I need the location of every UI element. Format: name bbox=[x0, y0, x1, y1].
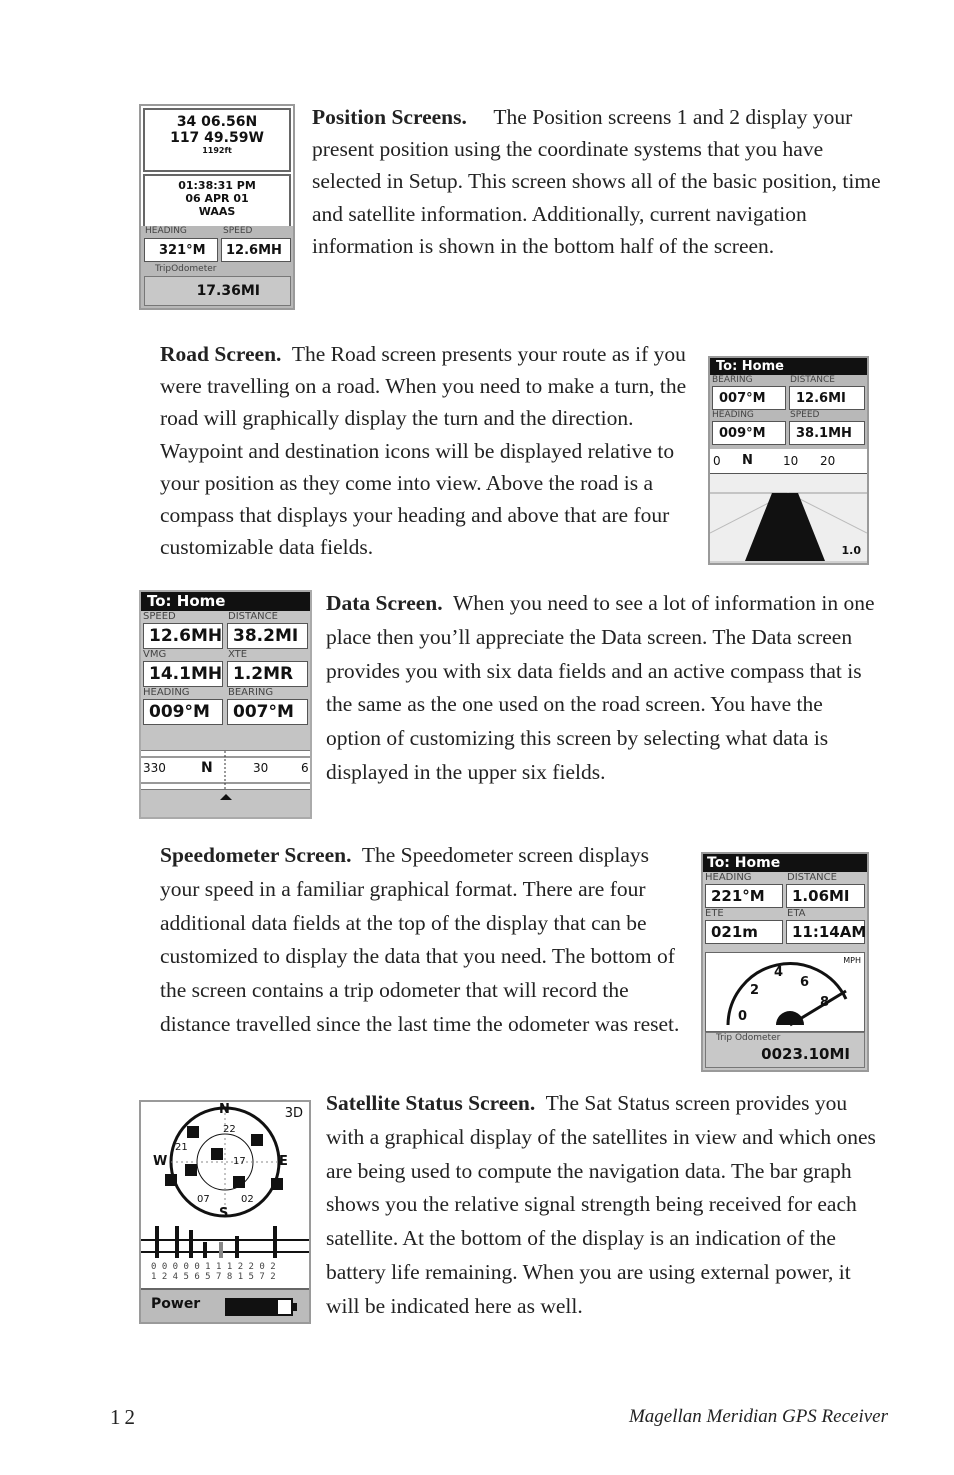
position-body: The Position screens 1 and 2 display your present position using the coordinate systems that you have selected in Setup. This screen shows all of the basic position, time and satellite information. Additionally, current navigation information is shown in the bottom half of the screen. bbox=[312, 105, 881, 258]
speedometer-gauge bbox=[705, 952, 865, 1032]
signal-bar bbox=[155, 1226, 159, 1258]
battery-fill bbox=[227, 1300, 278, 1314]
data-field-label-0: SPEED bbox=[143, 611, 176, 622]
position-longitude: 117 49.59W bbox=[170, 130, 264, 146]
road-heading-label: HEADING bbox=[712, 410, 754, 420]
road-compass-tick-10: 10 bbox=[783, 454, 799, 468]
book-title: Magellan Meridian GPS Receiver bbox=[628, 1406, 888, 1427]
speedometer-body: The Speedometer screen displays your speed in a familiar graphical format. There are four additional data fields at the top of the display that can be customized to display the data that you need. The bottom of the screen contains a trip odometer that will record the distance travelled since the last time the odometer was reset. bbox=[160, 843, 680, 1036]
satellite-east: E bbox=[279, 1154, 288, 1169]
satellite-id: 22 bbox=[223, 1124, 236, 1135]
road-bearing-value: 007°M bbox=[719, 391, 766, 406]
satellite-marker bbox=[185, 1164, 197, 1176]
road-speed-value: 38.1MH bbox=[796, 426, 852, 441]
data-screen-title: To: Home bbox=[141, 592, 310, 611]
signal-bar bbox=[273, 1226, 277, 1258]
position-title: Position Screens. bbox=[312, 105, 467, 129]
data-field-label-3: XTE bbox=[228, 649, 248, 660]
speedometer-screen-title: To: Home bbox=[703, 854, 867, 872]
satellite-fix: 3D bbox=[284, 1106, 303, 1121]
satellite-id: 21 bbox=[175, 1142, 188, 1153]
page-number: 12 bbox=[110, 1405, 139, 1429]
position-waas: WAAS bbox=[198, 205, 236, 218]
satellite-west: W bbox=[153, 1154, 168, 1169]
satellite-south: S bbox=[219, 1206, 229, 1221]
data-title: Data Screen. bbox=[326, 591, 443, 615]
road-screen-title: To: Home bbox=[710, 358, 867, 375]
battery-icon bbox=[225, 1298, 293, 1316]
road-body: The Road screen presents your route as if you were travelling on a road. When you need to make a turn, the road will graphically display the turn and the direction. Waypoint and destination icons will be displayed relative to your position as they come into view. Above the road is a compass that displays your heading and above that are four customizable data fields. bbox=[160, 342, 687, 560]
road-surface bbox=[745, 493, 825, 561]
position-altitude: 1192ft bbox=[202, 146, 232, 155]
position-paragraph bbox=[312, 101, 882, 262]
satellite-north: N bbox=[219, 1102, 230, 1117]
road-compass-tick-n: N bbox=[742, 453, 753, 468]
speedometer-title: Speedometer Screen. bbox=[160, 843, 352, 867]
satellite-title: Satellite Status Screen. bbox=[326, 1091, 536, 1115]
data-field-label-5: BEARING bbox=[228, 687, 274, 698]
data-paragraph bbox=[326, 587, 882, 790]
speedo-field-label-1: DISTANCE bbox=[787, 872, 837, 883]
satellite-marker bbox=[233, 1176, 245, 1188]
road-screen-image bbox=[708, 356, 869, 565]
data-field-label-4: HEADING bbox=[143, 687, 190, 698]
data-field-value-1: 38.2MI bbox=[233, 626, 299, 646]
speedo-odometer-value: 0023.10MI bbox=[761, 1045, 850, 1063]
battery-tip bbox=[293, 1303, 297, 1311]
data-field-value-5: 007°M bbox=[233, 702, 294, 722]
data-field-label-1: DISTANCE bbox=[228, 611, 278, 622]
satellite-marker bbox=[251, 1134, 263, 1146]
power-label: Power bbox=[151, 1296, 201, 1312]
satellite-id: 07 bbox=[197, 1194, 210, 1205]
road-scale: 1.0 bbox=[841, 544, 861, 557]
position-latitude: 34 06.56N bbox=[176, 114, 258, 130]
speedo-field-label-3: ETA bbox=[787, 908, 806, 919]
data-compass-strip bbox=[141, 750, 310, 790]
road-heading-value: 009°M bbox=[719, 426, 766, 441]
road-compass-strip bbox=[710, 449, 867, 474]
speedo-tick-4: 4 bbox=[774, 965, 784, 980]
satellite-marker bbox=[271, 1178, 283, 1190]
satellite-marker bbox=[187, 1126, 199, 1138]
signal-bar bbox=[203, 1242, 207, 1258]
position-heading-label: HEADING bbox=[145, 226, 187, 236]
data-field-value-2: 14.1MH bbox=[149, 664, 223, 684]
speedometer-paragraph bbox=[160, 839, 685, 1042]
signal-bar bbox=[175, 1226, 179, 1258]
speedometer-screen-image bbox=[701, 852, 869, 1072]
signal-bar bbox=[235, 1236, 239, 1258]
speedo-field-label-2: ETE bbox=[705, 908, 724, 919]
satellite-screen-image bbox=[139, 1100, 311, 1324]
data-compass-tick-30: 30 bbox=[253, 761, 269, 775]
satellite-signal-bars bbox=[141, 1222, 309, 1262]
satellite-marker bbox=[165, 1174, 177, 1186]
data-field-value-3: 1.2MR bbox=[233, 664, 294, 684]
data-body: When you need to see a lot of information in one place then you’ll appreciate the Data screen. The Data screen provides you with six data fields and an active compass that is the same as the one used on the road screen. You have the option of customizing this screen by selecting what data is displayed in the upper six fields. bbox=[326, 591, 875, 784]
signal-bar bbox=[219, 1242, 223, 1258]
data-field-value-4: 009°M bbox=[149, 702, 210, 722]
road-distance-label: DISTANCE bbox=[790, 375, 835, 385]
speedo-unit: MPH bbox=[843, 956, 861, 965]
satellite-id-row-2: 1 2 4 5 6 5 7 8 1 5 7 2 bbox=[151, 1272, 276, 1282]
data-compass-tick-6: 6 bbox=[301, 761, 309, 775]
data-field-value-0: 12.6MH bbox=[149, 626, 223, 646]
road-bearing-label: BEARING bbox=[712, 375, 753, 385]
satellite-id: 17 bbox=[233, 1156, 246, 1167]
signal-bar bbox=[189, 1230, 193, 1258]
data-compass-tick-330: 330 bbox=[143, 761, 166, 775]
road-compass-tick-0: 0 bbox=[713, 454, 721, 468]
position-date: 06 APR 01 bbox=[185, 192, 249, 205]
satellite-id-row-1: 0 0 0 0 0 1 1 1 2 2 0 2 bbox=[151, 1262, 276, 1272]
speedo-field-value-0: 221°M bbox=[711, 887, 765, 905]
road-title: Road Screen. bbox=[160, 342, 282, 366]
data-screen-image bbox=[139, 590, 312, 819]
data-field-label-2: VMG bbox=[143, 649, 167, 660]
data-heading-pointer bbox=[216, 792, 236, 802]
speedo-tick-0: 0 bbox=[738, 1009, 748, 1024]
road-distance-value: 12.6MI bbox=[796, 391, 846, 406]
satellite-paragraph bbox=[326, 1087, 882, 1324]
position-screen-image bbox=[139, 104, 295, 310]
speedo-field-value-1: 1.06MI bbox=[792, 887, 850, 905]
speedo-field-value-3: 11:14AM bbox=[792, 923, 867, 941]
satellite-id: 02 bbox=[241, 1194, 254, 1205]
power-bar bbox=[141, 1288, 309, 1324]
satellite-marker bbox=[211, 1148, 223, 1160]
speedo-odometer-label: Trip Odometer bbox=[716, 1033, 781, 1043]
road-compass-tick-20: 20 bbox=[820, 454, 836, 468]
speedo-field-label-0: HEADING bbox=[705, 872, 752, 883]
satellite-body: The Sat Status screen provides you with a graphical display of the satellites in view and which ones are being used to compute the navigation data. The bar graph shows you the relative signal strength being received for each satellite. At the bottom of the display is an indication of the battery life remaining. When you are using external power, it will be indicated here as well. bbox=[326, 1091, 876, 1318]
road-paragraph bbox=[160, 338, 690, 563]
speedo-tick-8: 8 bbox=[820, 995, 830, 1010]
position-odometer-value: 17.36MI bbox=[196, 283, 260, 299]
speedo-field-value-2: 021m bbox=[711, 923, 758, 941]
position-speed-value: 12.6MH bbox=[226, 243, 282, 258]
road-speed-label: SPEED bbox=[790, 410, 820, 420]
position-speed-label: SPEED bbox=[223, 226, 253, 236]
speedo-tick-2: 2 bbox=[750, 983, 760, 998]
position-time: 01:38:31 PM bbox=[178, 179, 256, 192]
position-heading-value: 321°M bbox=[159, 243, 206, 258]
speedo-tick-6: 6 bbox=[800, 975, 810, 990]
data-compass-tick-n: N bbox=[201, 760, 213, 776]
position-odometer-label: TripOdometer bbox=[155, 264, 217, 274]
